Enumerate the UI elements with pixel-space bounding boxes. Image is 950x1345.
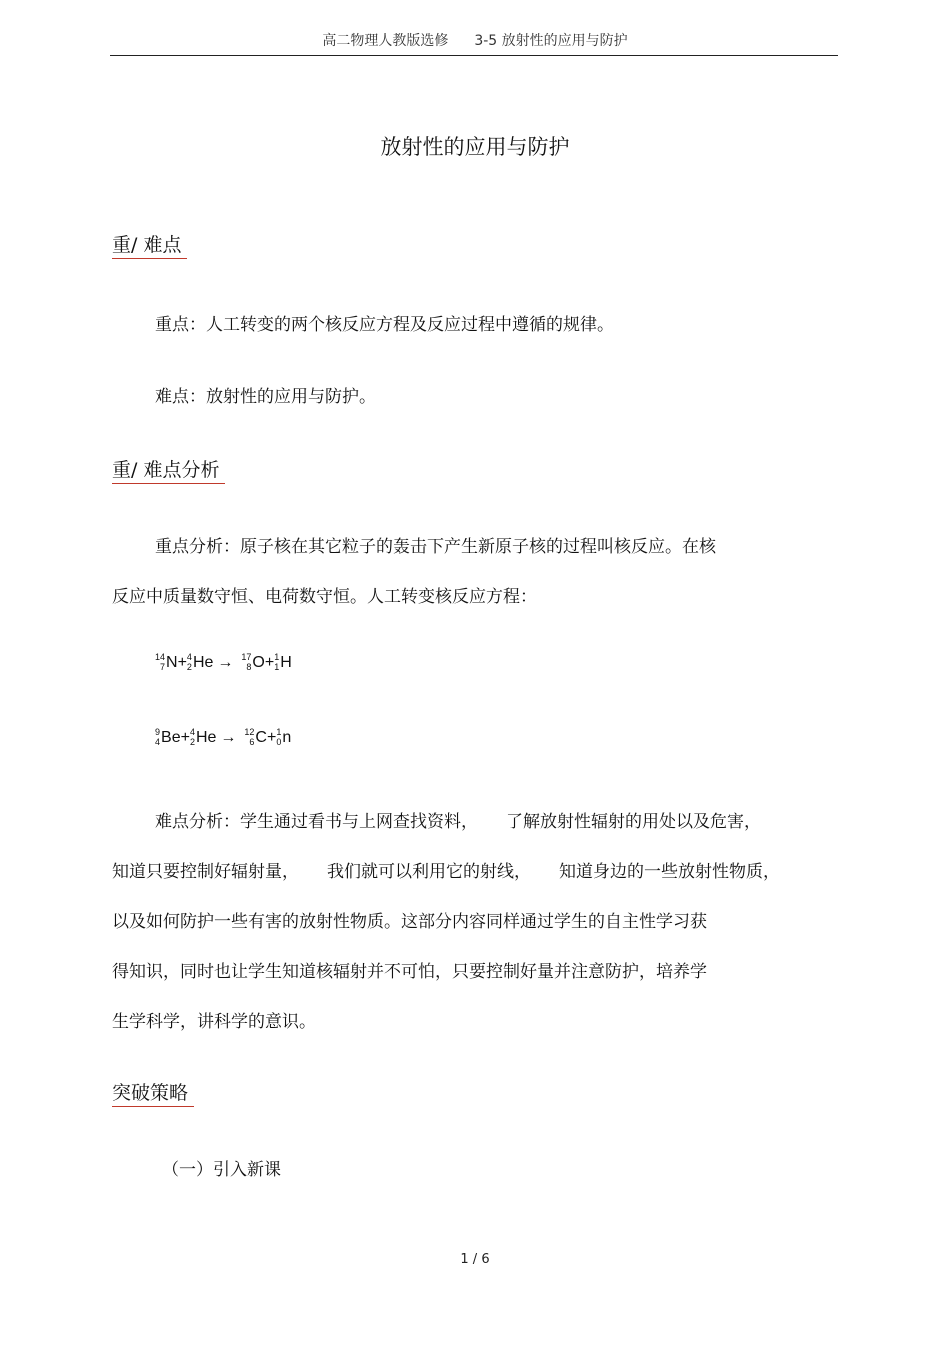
section-heading-analysis: 重/ 难点分析 (112, 455, 225, 484)
page-number: 1 / 6 (460, 1252, 490, 1267)
mass-number: 17 (241, 652, 252, 662)
reactant-nuclide (155, 653, 178, 673)
mass-number: 1 (274, 652, 280, 662)
atomic-number: 4 (155, 737, 161, 747)
strategy-subheading-1: （一）引入新课 (162, 1160, 281, 1180)
plus-sign: + (266, 729, 277, 747)
plus-sign: + (177, 654, 187, 672)
reactant-nuclide (155, 728, 181, 748)
page-title: 放射性的应用与防护 (380, 135, 570, 159)
element-symbol: C (255, 729, 267, 747)
element-symbol: Be (161, 729, 181, 747)
atomic-number: 8 (246, 662, 252, 672)
difficulty-analysis-line-4: 得知识，同时也让学生知道核辐射并不可怕，只要控制好量并注意防护，培养学 (112, 962, 707, 982)
difficulty-analysis-line-1b: 了解放射性辐射的用处以及危害， (506, 812, 761, 832)
mass-number: 14 (155, 652, 166, 662)
focus-analysis-line-2: 反应中质量数守恒、电荷数守恒。人工转变核反应方程： (112, 587, 537, 607)
header-course: 高二物理人教版选修 (322, 33, 449, 49)
atomic-number: 6 (249, 737, 255, 747)
section-heading-key-points: 重/ 难点 (112, 230, 187, 259)
atomic-number: 7 (160, 662, 166, 672)
mass-number: 4 (186, 652, 192, 662)
product-nuclide (244, 728, 267, 748)
reaction-arrow: → (220, 729, 237, 747)
difficulty-analysis-line-2a: 知道只要控制好辐射量， (112, 862, 299, 882)
mass-number: 1 (276, 727, 282, 737)
difficulty-analysis-line-2 (112, 857, 780, 882)
reactant-nuclide (187, 653, 213, 673)
element-symbol: n (282, 729, 292, 747)
element-symbol: N (166, 654, 178, 672)
focus-analysis-line-1: 重点分析：原子核在其它粒子的轰击下产生新原子核的过程叫核反应。在核 (155, 537, 716, 557)
plus-sign: + (264, 654, 275, 672)
product-nuclide (276, 728, 291, 748)
atomic-number: 1 (274, 662, 280, 672)
element-symbol: He (195, 729, 217, 747)
atomic-number: 0 (276, 737, 282, 747)
atomic-number: 2 (189, 737, 195, 747)
section-heading-strategy: 突破策略 (112, 1078, 194, 1107)
running-header (112, 30, 838, 50)
atomic-number: 2 (186, 662, 192, 672)
reactant-nuclide (190, 728, 216, 748)
difficulty-analysis-line-1a: 难点分析：学生通过看书与上网查找资料， (155, 812, 478, 832)
product-nuclide (241, 653, 264, 673)
difficulty-analysis-line-3: 以及如何防护一些有害的放射性物质。这部分内容同样通过学生的自主性学习获 (112, 912, 707, 932)
reaction-arrow: → (217, 654, 234, 672)
reaction-equation-2 (155, 728, 291, 748)
focus-text: 重点：人工转变的两个核反应方程及反应过程中遵循的规律。 (155, 315, 614, 335)
header-rule (110, 55, 838, 56)
difficulty-analysis-line-2c: 知道身边的一些放射性物质， (559, 862, 780, 882)
element-symbol: O (252, 654, 265, 672)
mass-number: 9 (155, 727, 161, 737)
mass-number: 12 (244, 727, 255, 737)
product-nuclide (274, 653, 292, 673)
difficulty-analysis-line-5: 生学科学，讲科学的意识。 (112, 1012, 316, 1032)
plus-sign: + (180, 729, 190, 747)
reaction-equation-1 (155, 653, 292, 673)
header-chapter: 3-5 放射性的应用与防护 (474, 33, 628, 49)
element-symbol: He (192, 654, 214, 672)
mass-number: 4 (189, 727, 195, 737)
difficulty-text: 难点：放射性的应用与防护。 (155, 387, 376, 407)
element-symbol: H (280, 654, 292, 672)
difficulty-analysis-line-2b: 我们就可以利用它的射线， (327, 862, 531, 882)
difficulty-analysis-line-1 (155, 807, 761, 832)
